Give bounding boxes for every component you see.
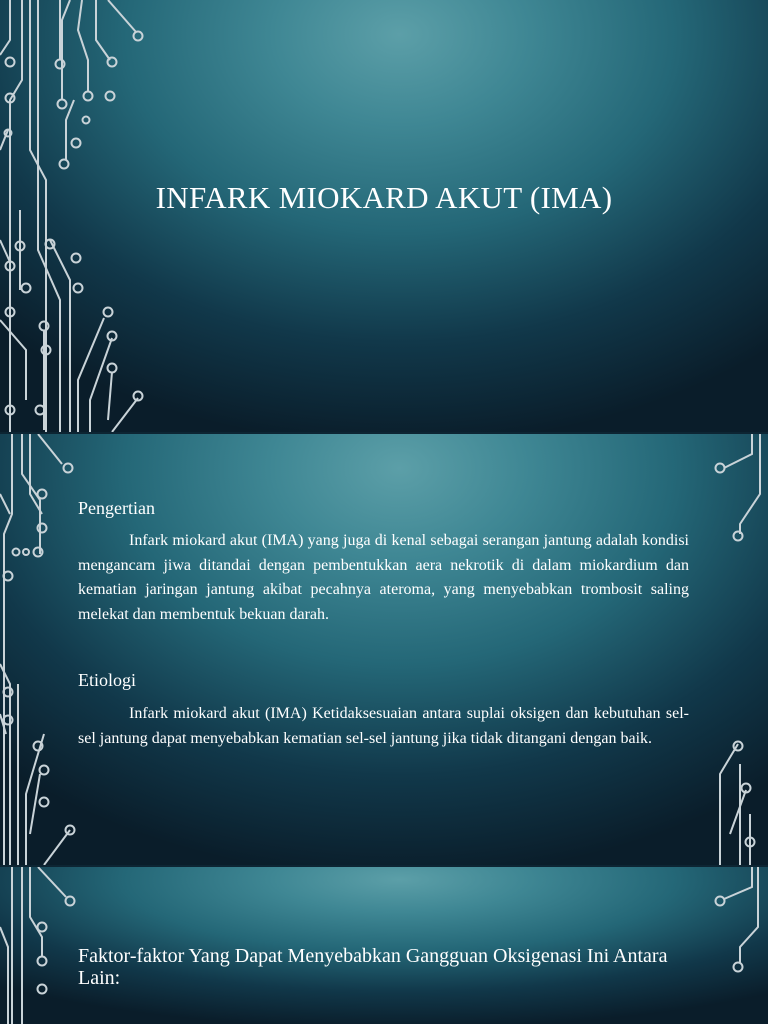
circuit-decoration-right-icon <box>700 867 768 1024</box>
slide-1 <box>0 0 768 432</box>
slide-2 <box>0 434 768 865</box>
slide-3 <box>0 867 768 1024</box>
circuit-decoration-left-icon <box>0 434 90 865</box>
paragraph-etiologi: Infark miokard akut (IMA) Ketidaksesuaian antara suplai oksigen dan kebutuhan sel-sel jantung dapat menyebabkan kematian sel-sel jantung jika tidak ditangani dengan baik. <box>78 705 689 747</box>
slide-title: INFARK MIOKARD AKUT (IMA) <box>155 180 613 215</box>
circuit-decoration-icon <box>0 0 160 432</box>
circuit-decoration-left-icon <box>0 867 90 1024</box>
heading-faktor: Faktor-faktor Yang Dapat Menyebabkan Gangguan Oksigenasi Ini Antara Lain: <box>78 945 668 989</box>
heading-pengertian: Pengertian <box>78 498 155 518</box>
circuit-decoration-right-icon <box>700 434 768 865</box>
heading-etiologi: Etiologi <box>78 670 136 690</box>
paragraph-pengertian: Infark miokard akut (IMA) yang juga di kenal sebagai serangan jantung adalah kondisi mengancam jiwa ditandai dengan pembentukkan aera nekrotik di dalam miokardium dan kematian jaringan jantung akibat pecahnya ateroma, yang menyebabkan trombosit saling melekat dan membentuk bekuan darah. <box>78 532 689 623</box>
